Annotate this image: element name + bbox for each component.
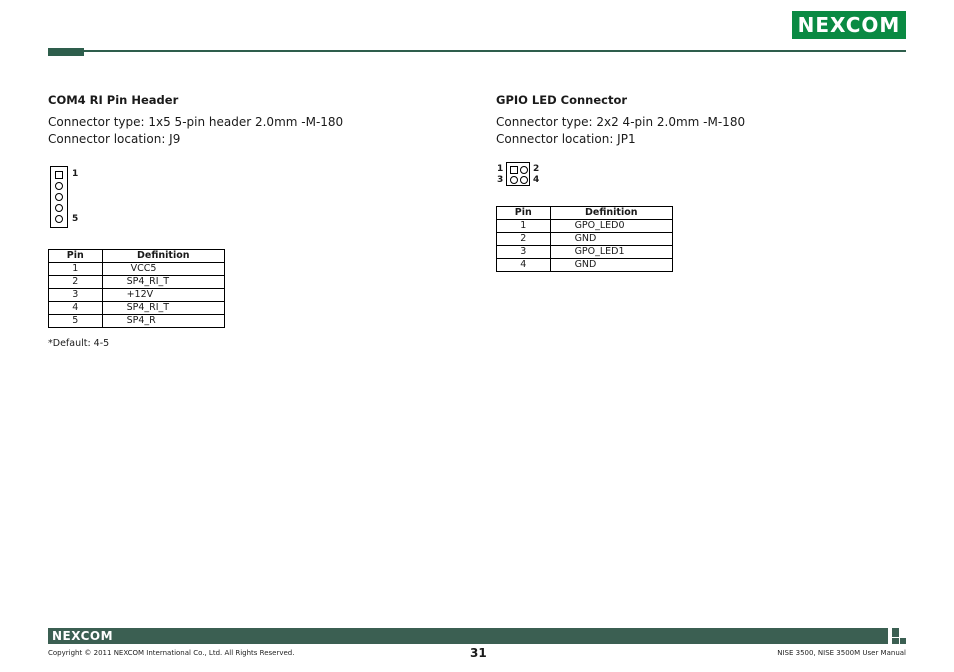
gpio-connector-location: Connector location: JP1 — [496, 132, 636, 146]
definition-cell: GPO_LED1 — [550, 246, 672, 259]
footer-square-accent — [892, 628, 899, 637]
gpio-connector-type: Connector type: 2x2 4-pin 2.0mm -M-180 — [496, 115, 746, 129]
pin-4-circle — [55, 204, 63, 212]
table-row — [497, 246, 673, 259]
section-title-com4: COM4 RI Pin Header — [48, 93, 179, 107]
pin-3-circle — [55, 193, 63, 201]
gpio-pin-label-4: 4 — [533, 175, 540, 185]
table-header-row — [497, 207, 673, 220]
gpio-pin-table — [496, 206, 673, 272]
pin-3-circle — [510, 176, 518, 184]
gpio-pin-label-1: 1 — [497, 164, 504, 174]
nexcom-logo — [792, 11, 906, 39]
definition-cell: SP4_RI_T — [102, 276, 224, 289]
definition-cell: SP4_R — [102, 315, 224, 328]
table-row — [49, 302, 225, 315]
definition-cell: GND — [550, 259, 672, 272]
pin-cell: 1 — [49, 263, 103, 276]
pin-cell: 5 — [49, 315, 103, 328]
footer-logo: NEXCOM — [52, 629, 114, 643]
com4-pin-label-last: 5 — [72, 214, 79, 224]
pin-2-circle — [520, 166, 528, 174]
table-header-row — [49, 250, 225, 263]
pin-2-circle — [55, 182, 63, 190]
pin-cell: 3 — [497, 246, 551, 259]
table-row — [497, 233, 673, 246]
definition-cell: SP4_RI_T — [102, 302, 224, 315]
column-header: Definition — [102, 250, 224, 263]
column-header: Pin — [497, 207, 551, 220]
header-rule — [48, 50, 906, 52]
column-header: Definition — [550, 207, 672, 220]
table-row — [49, 315, 225, 328]
table-row — [497, 220, 673, 233]
pin-4-circle — [520, 176, 528, 184]
pin-5-circle — [55, 215, 63, 223]
pin-cell: 2 — [497, 233, 551, 246]
footer-square-accent — [900, 638, 906, 644]
pin-cell: 2 — [49, 276, 103, 289]
table-row — [49, 263, 225, 276]
gpio-pin-diagram — [506, 162, 530, 186]
gpio-pin-label-2: 2 — [533, 164, 540, 174]
table-row — [497, 259, 673, 272]
com4-connector-location: Connector location: J9 — [48, 132, 181, 146]
footer-manual-title: NISE 3500, NISE 3500M User Manual — [777, 649, 906, 657]
section-title-gpio: GPIO LED Connector — [496, 93, 628, 107]
logo-text: NEXCOM — [797, 13, 901, 37]
footer-square-accent — [892, 638, 899, 644]
definition-cell: VCC5 — [102, 263, 224, 276]
com4-pin-label-first: 1 — [72, 169, 79, 179]
com4-connector-type: Connector type: 1x5 5-pin header 2.0mm -M-180 — [48, 115, 344, 129]
pin-cell: 3 — [49, 289, 103, 302]
footer-bar — [48, 628, 888, 644]
gpio-pin-label-3: 3 — [497, 175, 504, 185]
table-row — [49, 276, 225, 289]
column-header: Pin — [49, 250, 103, 263]
pin-cell: 1 — [497, 220, 551, 233]
definition-cell: GND — [550, 233, 672, 246]
table-row — [49, 289, 225, 302]
pin-cell: 4 — [49, 302, 103, 315]
page-number: 31 — [470, 646, 487, 660]
com4-pin-diagram — [50, 166, 68, 228]
footer-copyright: Copyright © 2011 NEXCOM International Co., Ltd. All Rights Reserved. — [48, 649, 295, 657]
default-note: *Default: 4-5 — [48, 338, 110, 349]
pin-cell: 4 — [497, 259, 551, 272]
pin-1-square — [55, 171, 63, 179]
definition-cell: GPO_LED0 — [550, 220, 672, 233]
com4-pin-table — [48, 249, 225, 328]
pin-1-square — [510, 166, 518, 174]
definition-cell: +12V — [102, 289, 224, 302]
